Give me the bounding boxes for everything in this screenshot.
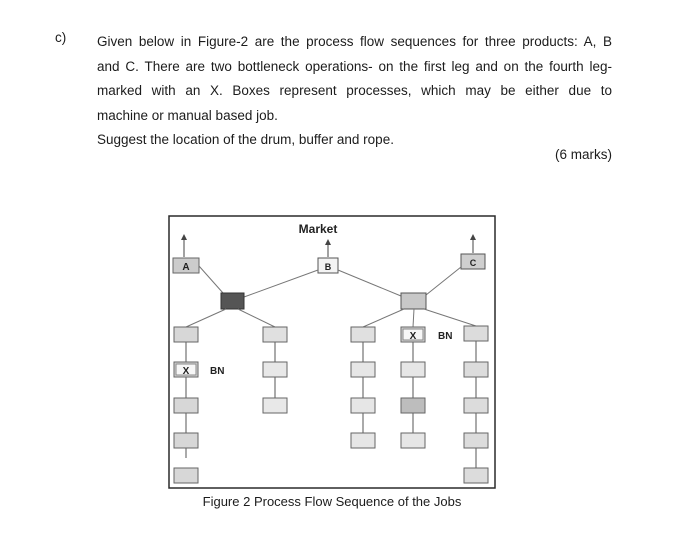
bottleneck-marker-leg-1: X — [182, 366, 190, 377]
process-box — [464, 362, 488, 377]
bottleneck-marker-leg-4: X — [409, 331, 417, 342]
process-box — [464, 433, 488, 448]
process-box — [351, 398, 375, 413]
process-box — [174, 468, 198, 483]
question-line-3: marked with an X. Boxes represent processes, which may be either due to — [97, 83, 612, 98]
assembly-node-right — [401, 293, 426, 309]
process-box — [351, 362, 375, 377]
process-box — [464, 326, 488, 341]
process-box — [464, 468, 488, 483]
product-c-label: C — [469, 258, 477, 268]
bottleneck-label-leg-1: BN — [210, 366, 225, 377]
process-box — [174, 327, 198, 342]
market-label: Market — [298, 222, 338, 236]
product-a-label: A — [182, 262, 190, 273]
question-text — [97, 30, 612, 153]
marks-label: (6 marks) — [555, 147, 612, 162]
process-box — [174, 398, 198, 413]
product-b-label: B — [324, 262, 332, 272]
question-line-2: and C. There are two bottleneck operations- on the first leg and on the fourth leg- — [97, 58, 612, 74]
process-box — [174, 433, 198, 448]
process-box — [351, 433, 375, 448]
process-box — [401, 362, 425, 377]
process-box — [464, 398, 488, 413]
process-box — [401, 398, 425, 413]
figure-caption: Figure 2 Process Flow Sequence of the Jobs — [202, 494, 462, 509]
process-box — [263, 327, 287, 342]
bottleneck-label-leg-4: BN — [438, 331, 453, 342]
process-box — [401, 433, 425, 448]
leg-2 — [263, 327, 287, 413]
assembly-node-left — [221, 293, 244, 309]
figure-frame — [169, 216, 495, 488]
question-line-1: Given below in Figure-2 are the process flow sequences for three products: A, B — [97, 34, 612, 49]
process-box — [263, 398, 287, 413]
question-line-4: machine or manual based job. — [97, 107, 278, 123]
question-label: c) — [55, 30, 67, 45]
process-box — [263, 362, 287, 377]
process-flow-diagram — [168, 215, 496, 489]
process-flow-figure — [168, 215, 496, 489]
question-line-5: Suggest the location of the drum, buffer and rope. — [97, 132, 394, 147]
process-box — [351, 327, 375, 342]
